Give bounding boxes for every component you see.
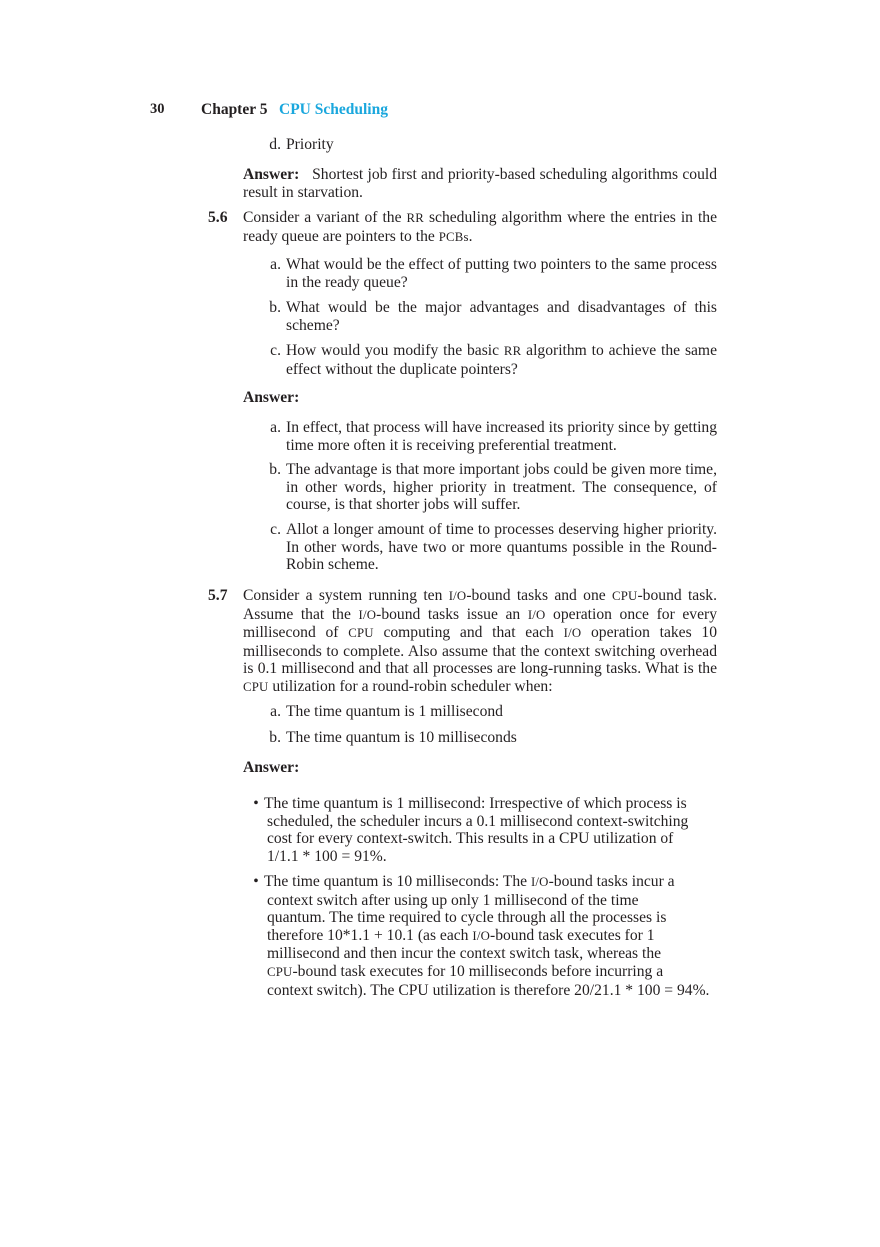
rr-acronym: RR bbox=[406, 211, 424, 225]
item-text: How would you modify the basic RR algorithm to achieve the same effect without the duplicate pointers? bbox=[286, 342, 717, 378]
item-label: a. bbox=[270, 256, 281, 273]
item-label: d. bbox=[269, 136, 281, 153]
answer-item-label: b. bbox=[269, 461, 281, 478]
bullet-marker: • bbox=[253, 795, 259, 812]
answer-heading: Answer: bbox=[243, 389, 300, 406]
question-number: 5.7 bbox=[208, 587, 228, 604]
question-text: Consider a system running ten I/O-bound tasks and one CPU-bound task. Assume that the I/O-bound tasks issue an I/O operation once for every millisecond of CPU computing and that each I/O operation takes 10 milliseconds to complete. Also assume that the context switching overhead is 0.1 millisecond and that all processes are long-running tasks. What is the CPU utilization for a round-robin scheduler when: bbox=[243, 587, 718, 695]
chapter-title: CPU Scheduling bbox=[279, 101, 388, 118]
item-label: b. bbox=[269, 729, 281, 746]
page-number: 30 bbox=[150, 101, 165, 117]
item-text: What would be the major advantages and disadvantages of this scheme? bbox=[286, 299, 717, 334]
item-text: The time quantum is 1 millisecond bbox=[286, 703, 503, 720]
pcbs-acronym: PCBs bbox=[438, 229, 469, 244]
answer-label: Answer: bbox=[243, 166, 300, 183]
question-text: Consider a variant of the RR scheduling algorithm where the entries in the ready queue are pointers to the PCBs. bbox=[243, 209, 718, 245]
chapter-label: Chapter 5 bbox=[201, 101, 268, 118]
bullet-text: The time quantum is 10 milliseconds: The I/O-bound tasks incur a context switch after using up only 1 millisecond of the time quantum. The time required to cycle through all the processes is therefore 10*1.1 + 10.1 (as each I/O-bound task executes for 1 millisecond and then incur the context switch task, whereas the CPU-bound task executes for 10 milliseconds before incurring a context switch). The CPU utilization is therefore 20/21.1 * 100 = 94%. bbox=[264, 873, 710, 999]
item-label: a. bbox=[270, 703, 281, 720]
answer-item-text: Allot a longer amount of time to processes deserving higher priority. In other words, have two or more quantums possible in the Round-Robin scheme. bbox=[286, 521, 717, 574]
question-number: 5.6 bbox=[208, 209, 228, 226]
answer-heading: Answer: bbox=[243, 759, 300, 776]
bullet-text: The time quantum is 1 millisecond: Irrespective of which process is scheduled, the scheduler incurs a 0.1 millisecond context-switching cost for every context-switch. This results in a CPU utilization of 1/1.1 * 100 = 91%. bbox=[264, 795, 689, 865]
item-label: c. bbox=[270, 342, 281, 359]
answer-item-label: a. bbox=[270, 419, 281, 436]
bullet-marker: • bbox=[253, 873, 259, 890]
answer-paragraph bbox=[243, 166, 717, 201]
answer-text: Shortest job first and priority-based scheduling algorithms could result in starvation. bbox=[243, 166, 717, 201]
rr-acronym: RR bbox=[503, 344, 522, 358]
item-text: The time quantum is 10 milliseconds bbox=[286, 729, 517, 746]
item-text: Priority bbox=[286, 136, 334, 153]
item-label: b. bbox=[269, 299, 281, 316]
answer-item-text: The advantage is that more important jobs could be given more time, in other words, higher priority in treatment. The consequence, of course, is that shorter jobs will suffer. bbox=[286, 461, 717, 514]
item-text: What would be the effect of putting two pointers to the same process in the ready queue? bbox=[286, 256, 717, 291]
answer-item-label: c. bbox=[270, 521, 281, 538]
answer-item-text: In effect, that process will have increased its priority since by getting time more often it is receiving preferential treatment. bbox=[286, 419, 717, 454]
